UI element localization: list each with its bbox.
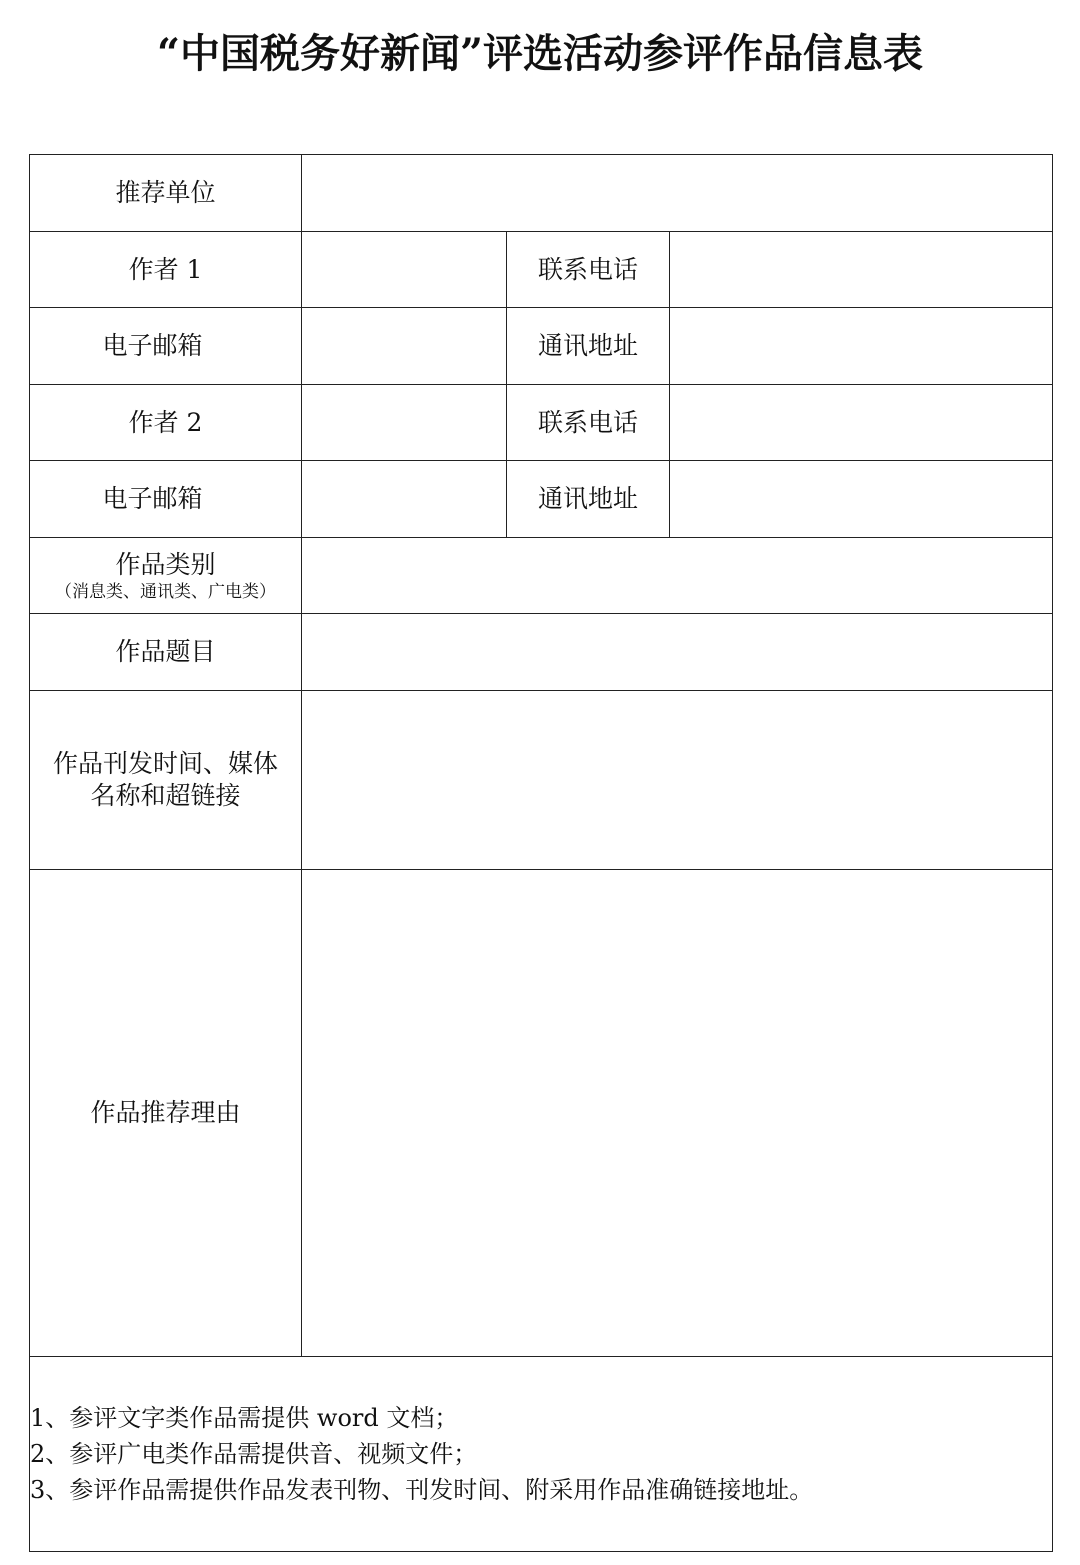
- author1-field[interactable]: [302, 232, 507, 308]
- row-notes: [30, 1357, 1053, 1552]
- category-field[interactable]: [302, 538, 1053, 614]
- author1-address-field[interactable]: [670, 308, 1053, 385]
- reason-field[interactable]: [302, 870, 1053, 1357]
- publish-info-label-line2: 名称和超链接: [90, 781, 241, 810]
- category-label-cell: [30, 538, 302, 614]
- row-author1-contact: [30, 308, 1053, 385]
- row-reason: [30, 870, 1053, 1357]
- author2-address-field[interactable]: [670, 461, 1053, 538]
- note-line-2: 2、参评广电类作品需提供音、视频文件；: [30, 1440, 478, 1468]
- author1-label: 作者 1: [30, 232, 302, 308]
- work-title-label: 作品题目: [30, 614, 302, 691]
- row-author2-contact: [30, 461, 1053, 538]
- author2-field[interactable]: [302, 385, 507, 461]
- recommending-unit-field[interactable]: [302, 155, 1053, 232]
- author1-email-field[interactable]: [302, 308, 507, 385]
- publish-info-label-line1: 作品刊发时间、媒体: [52, 749, 278, 778]
- reason-label: 作品推荐理由: [30, 870, 302, 1357]
- author2-phone-label: 联系电话: [507, 385, 670, 461]
- author2-email-field[interactable]: [302, 461, 507, 538]
- note-line-1: 1、参评文字类作品需提供 word 文档；: [30, 1404, 459, 1432]
- row-author2: [30, 385, 1053, 461]
- author1-address-label: 通讯地址: [507, 308, 670, 385]
- recommending-unit-label: 推荐单位: [30, 155, 302, 232]
- author1-phone-field[interactable]: [670, 232, 1053, 308]
- entry-form-table: [29, 154, 1053, 1552]
- publish-info-label-cell: [30, 691, 302, 870]
- note-line-3: 3、参评作品需提供作品发表刊物、刊发时间、附采用作品准确链接地址。: [30, 1476, 814, 1504]
- notes-cell: [30, 1357, 1053, 1552]
- category-label: 作品类别: [115, 549, 216, 579]
- author2-address-label: 通讯地址: [507, 461, 670, 538]
- row-recommending-unit: [30, 155, 1053, 232]
- category-sublabel: （消息类、通讯类、广电类）: [55, 581, 276, 602]
- row-publish-info: [30, 691, 1053, 870]
- row-category: [30, 538, 1053, 614]
- publish-info-field[interactable]: [302, 691, 1053, 870]
- work-title-field[interactable]: [302, 614, 1053, 691]
- row-work-title: [30, 614, 1053, 691]
- author2-email-label: 电子邮箱: [30, 461, 302, 538]
- row-author1: [30, 232, 1053, 308]
- author1-phone-label: 联系电话: [507, 232, 670, 308]
- author2-phone-field[interactable]: [670, 385, 1053, 461]
- author2-label: 作者 2: [30, 385, 302, 461]
- page-title: “中国税务好新闻”评选活动参评作品信息表: [156, 30, 923, 77]
- author1-email-label: 电子邮箱: [30, 308, 302, 385]
